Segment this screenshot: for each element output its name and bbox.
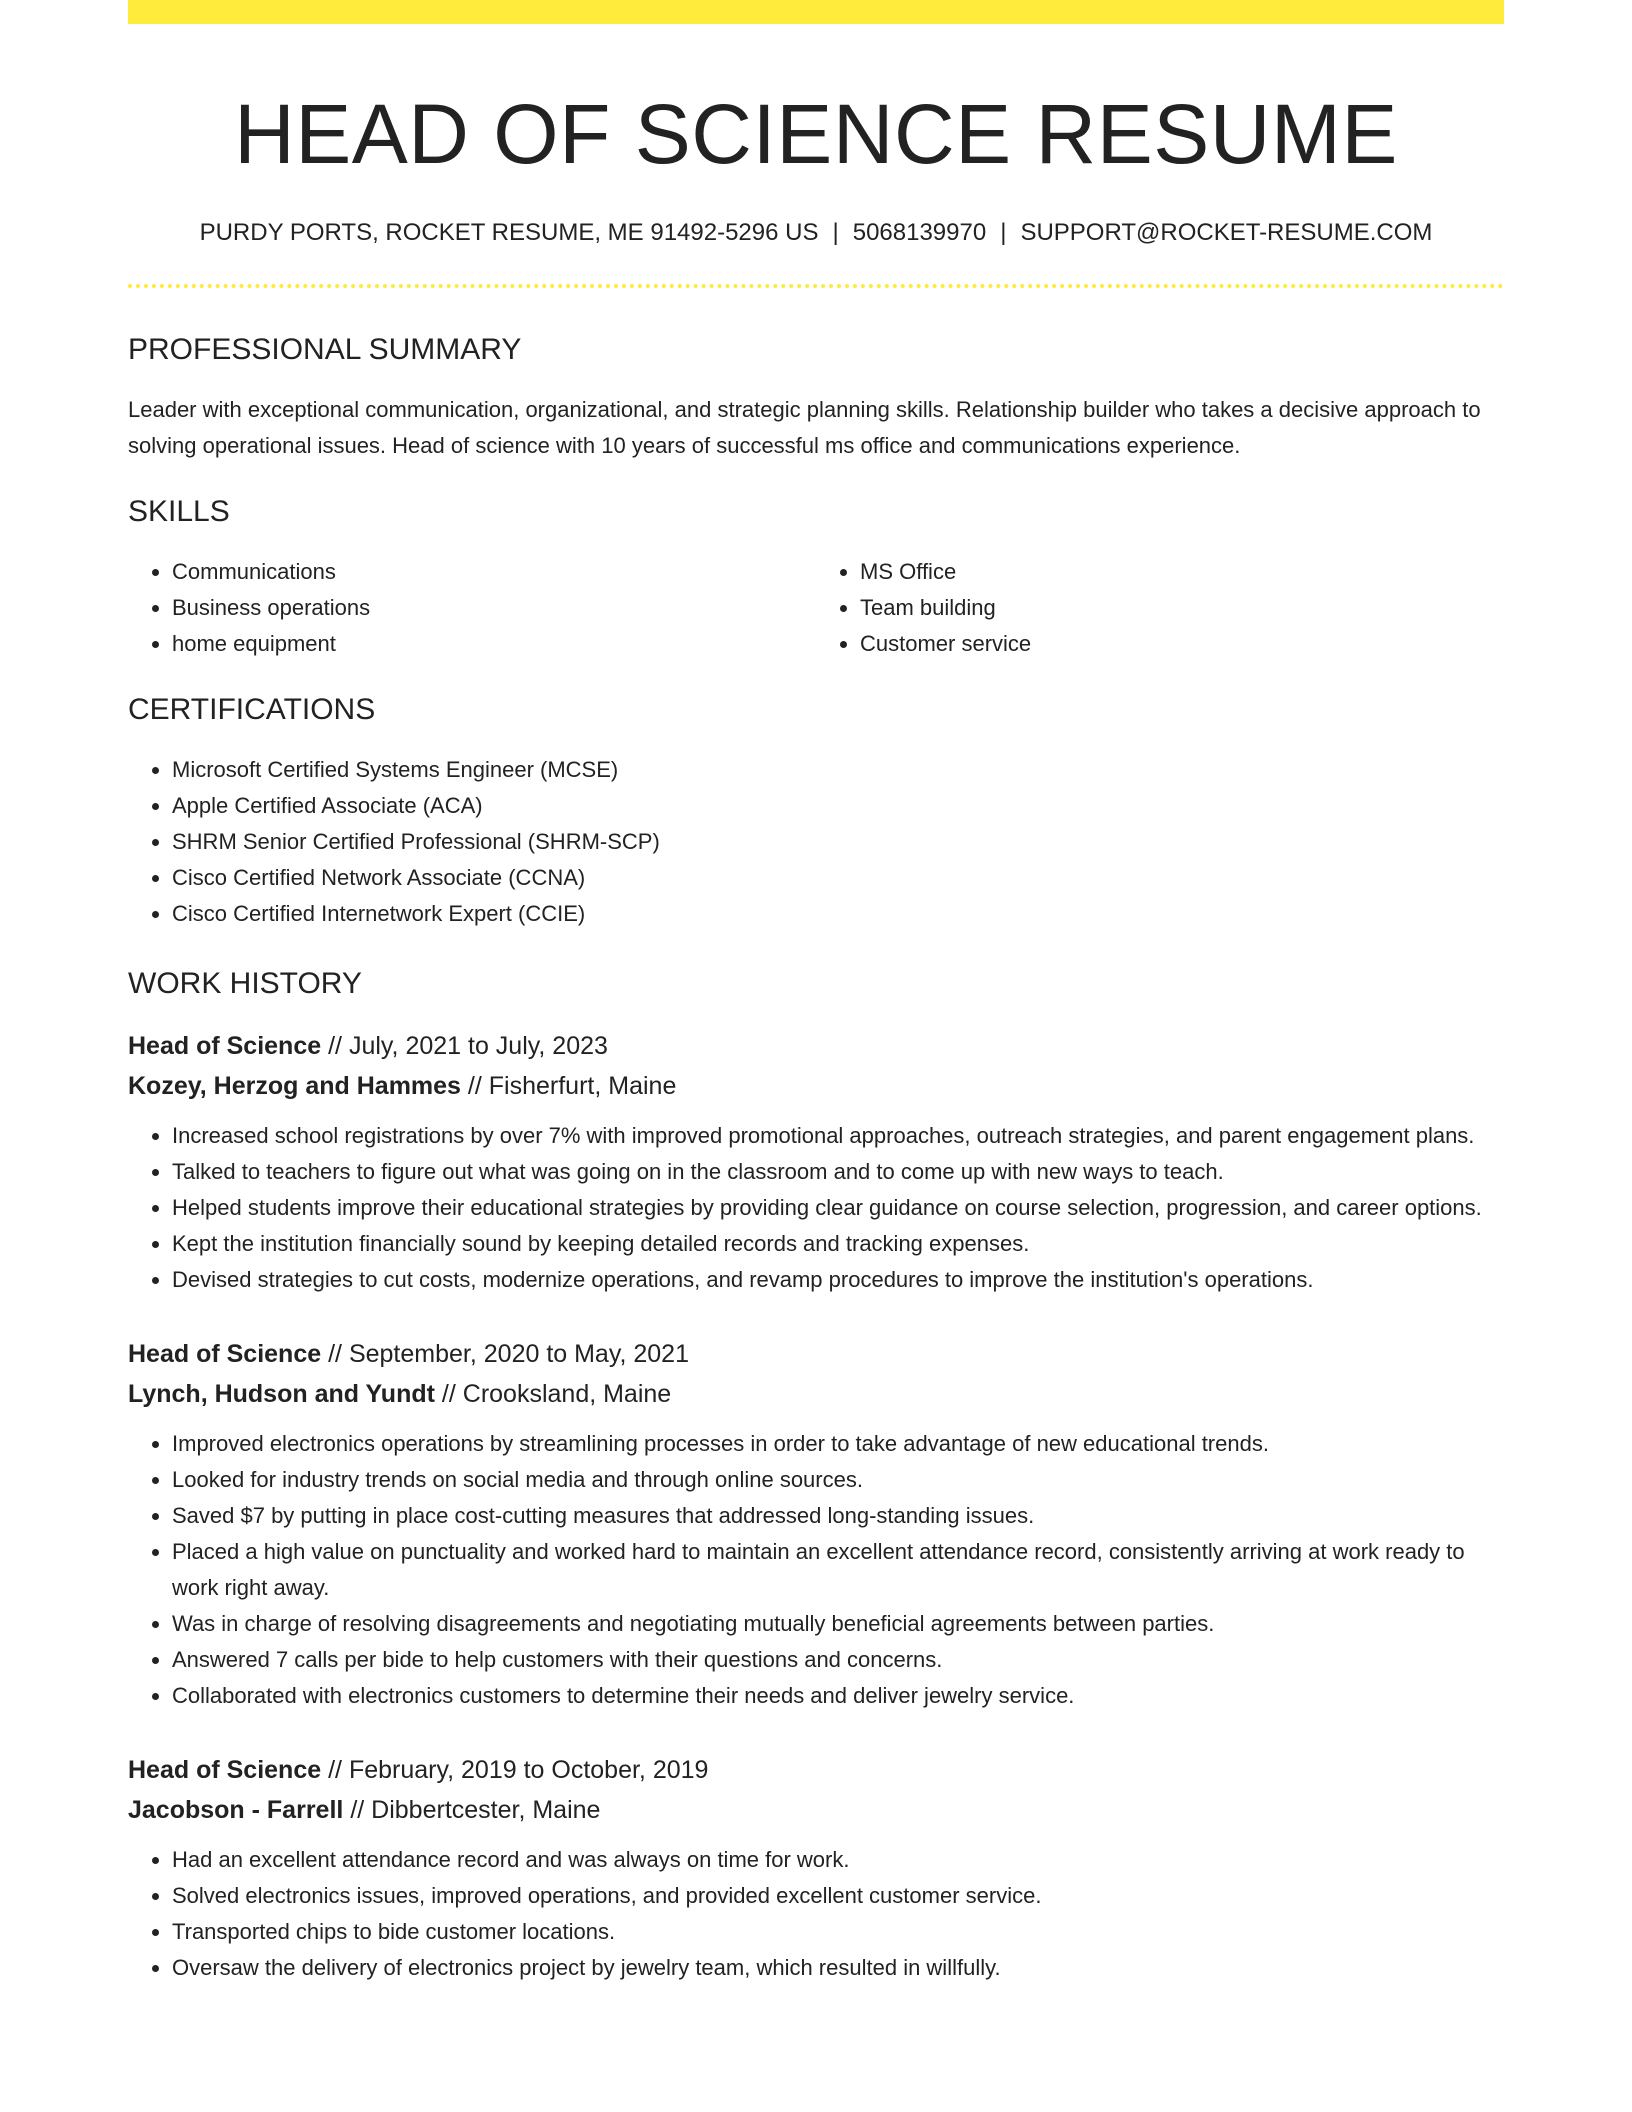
job-divider: // [328, 1756, 342, 1784]
job-bullet: • Helped students improve their educational strategies by providing clear guidance on course selection, progression, and career options. [172, 1190, 1504, 1226]
job-divider: // [350, 1796, 365, 1824]
certifications-list [128, 752, 1504, 932]
resume-page [128, 0, 1504, 1986]
job-bullet: • Devised strategies to cut costs, modernize operations, and revamp procedures to improve the institution's operations. [172, 1262, 1504, 1298]
job-entry [128, 1750, 1504, 1986]
skill-item: • Customer service [860, 626, 1504, 662]
job-bullets [128, 1426, 1504, 1714]
job-entry [128, 1334, 1504, 1714]
job-bullets [128, 1842, 1504, 1986]
certification-item: • Cisco Certified Network Associate (CCNA) [172, 860, 1504, 896]
contact-separator: | [1000, 219, 1007, 246]
skills-list-left [128, 554, 816, 662]
job-dates: July, 2021 to July, 2023 [348, 1032, 608, 1060]
contact-separator: | [832, 219, 839, 246]
job-title: Head of Science [128, 1340, 322, 1368]
certification-item: • Microsoft Certified Systems Engineer (MCSE) [172, 752, 1504, 788]
job-bullet: • Talked to teachers to figure out what was going on in the classroom and to come up with new ways to teach. [172, 1154, 1504, 1190]
summary-heading: PROFESSIONAL SUMMARY [128, 333, 522, 366]
job-company-line [128, 1066, 1504, 1106]
job-bullet: • Solved electronics issues, improved operations, and provided excellent customer service. [172, 1878, 1504, 1914]
job-dates: February, 2019 to October, 2019 [348, 1756, 709, 1784]
job-bullet: • Looked for industry trends on social media and through online sources. [172, 1462, 1504, 1498]
job-location: Dibbertcester, Maine [371, 1796, 601, 1824]
job-entry [128, 1026, 1504, 1298]
work-history-heading: WORK HISTORY [128, 967, 362, 1000]
job-company-line [128, 1374, 1504, 1414]
job-bullet: • Had an excellent attendance record and was always on time for work. [172, 1842, 1504, 1878]
job-bullet: • Answered 7 calls per bide to help customers with their questions and concerns. [172, 1642, 1504, 1678]
job-company-line [128, 1790, 1504, 1830]
job-divider: // [328, 1340, 342, 1368]
summary-text: Leader with exceptional communication, organizational, and strategic planning skills. Relationship builder who takes a decisive approach to solving operational issues. Head of science with 10 years of successful ms office and communications experience. [128, 397, 1481, 458]
job-bullet: • Was in charge of resolving disagreements and negotiating mutually beneficial agreements between parties. [172, 1606, 1504, 1642]
job-bullet: • Transported chips to bide customer locations. [172, 1914, 1504, 1950]
contact-line [128, 218, 1504, 248]
job-bullet: • Oversaw the delivery of electronics project by jewelry team, which resulted in willfully. [172, 1950, 1504, 1986]
job-title-line [128, 1026, 1504, 1066]
skill-item: • MS Office [860, 554, 1504, 590]
job-title: Head of Science [128, 1032, 322, 1060]
contact-address: PURDY PORTS, ROCKET RESUME, ME 91492-5296 US [199, 219, 819, 246]
dotted-divider [128, 284, 1504, 288]
skill-item: • Business operations [172, 590, 816, 626]
accent-bar [128, 0, 1504, 24]
job-title-line [128, 1750, 1504, 1790]
skills-grid [128, 554, 1504, 662]
skill-item: • home equipment [172, 626, 816, 662]
job-bullet: • Increased school registrations by over 7% with improved promotional approaches, outreach strategies, and parent engagement plans. [172, 1118, 1504, 1154]
job-divider: // [467, 1072, 482, 1100]
job-bullets [128, 1118, 1504, 1298]
job-bullet: • Collaborated with electronics customers to determine their needs and deliver jewelry service. [172, 1678, 1504, 1714]
contact-phone: 5068139970 [852, 219, 987, 246]
job-title: Head of Science [128, 1756, 322, 1784]
job-dates: September, 2020 to May, 2021 [348, 1340, 689, 1368]
resume-title: HEAD OF SCIENCE RESUME [234, 87, 1398, 181]
skills-list-right [816, 554, 1504, 662]
certifications-heading: CERTIFICATIONS [128, 693, 376, 726]
job-divider: // [328, 1032, 342, 1060]
job-location: Crooksland, Maine [462, 1380, 672, 1408]
job-title-line [128, 1334, 1504, 1374]
skill-item: • Team building [860, 590, 1504, 626]
certification-item: • SHRM Senior Certified Professional (SHRM-SCP) [172, 824, 1504, 860]
job-bullet: • Kept the institution financially sound by keeping detailed records and tracking expenses. [172, 1226, 1504, 1262]
certification-item: • Cisco Certified Internetwork Expert (CCIE) [172, 896, 1504, 932]
job-company: Kozey, Herzog and Hammes [128, 1072, 461, 1100]
skills-heading: SKILLS [128, 495, 230, 528]
contact-email: SUPPORT@ROCKET-RESUME.COM [1020, 219, 1433, 246]
job-company: Jacobson - Farrell [128, 1796, 344, 1824]
job-bullet: • Placed a high value on punctuality and worked hard to maintain an excellent attendance record, consistently arriving at work ready to work right away. [172, 1534, 1504, 1606]
job-company: Lynch, Hudson and Yundt [128, 1380, 435, 1408]
job-location: Fisherfurt, Maine [488, 1072, 677, 1100]
job-bullet: • Improved electronics operations by streamlining processes in order to take advantage of new educational trends. [172, 1426, 1504, 1462]
skill-item: • Communications [172, 554, 816, 590]
certification-item: • Apple Certified Associate (ACA) [172, 788, 1504, 824]
job-divider: // [441, 1380, 456, 1408]
job-bullet: • Saved $7 by putting in place cost-cutting measures that addressed long-standing issues. [172, 1498, 1504, 1534]
